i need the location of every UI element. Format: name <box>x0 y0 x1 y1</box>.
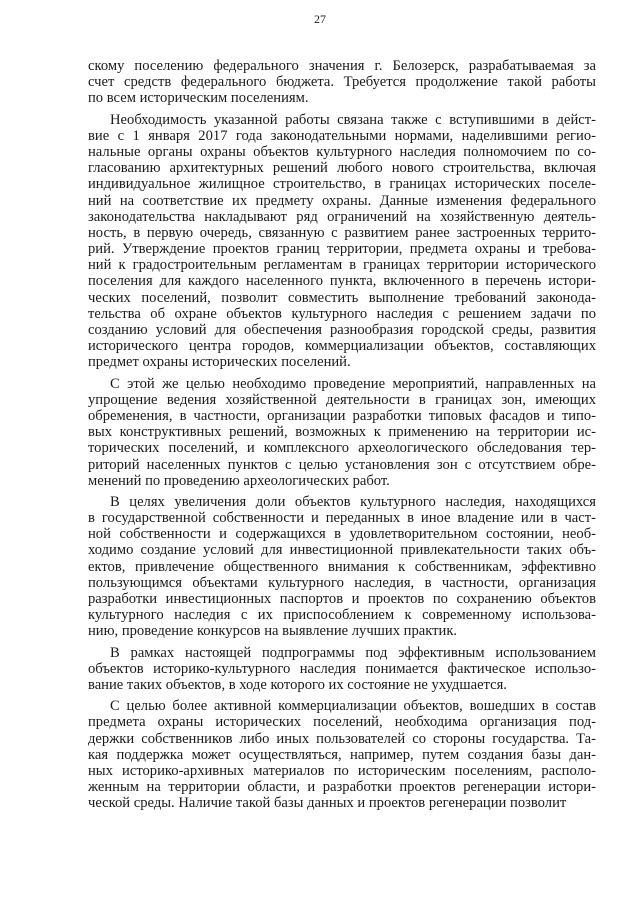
text-line: в государственной собственности и переданных в иное владение или в част- <box>88 510 596 527</box>
text-line: тельства об охране объектов культурного наследия с решением задачи по <box>88 305 596 322</box>
text-line: предмета охраны исторических поселений, необходима организация под- <box>88 714 596 731</box>
text-line: вание таких объектов, в ходе которого их состояние не ухудшается. <box>88 676 507 693</box>
text-line: С этой же целью необходимо проведение мероприятий, направленных на <box>110 375 596 392</box>
text-line: ческой среды. Наличие такой базы данных и проектов регенерации позволит <box>88 795 567 812</box>
text-line: скому поселению федерального значения г. Белозерск, разрабатываемая за <box>88 58 596 74</box>
text-line: законодательства накладывают ряд ограничений на хозяйственную деятель- <box>88 208 596 225</box>
paragraph <box>88 698 596 811</box>
text-line: нию, проведение конкурсов на выявление лучших практик. <box>88 623 458 640</box>
text-line: ний к градостроительным регламентам в границах территории исторического <box>88 257 596 274</box>
text-line: обременения, в частности, организации разработки типовых фасадов и типо- <box>88 407 596 424</box>
text-line: ных историко-архивных материалов по историческим поселениям, располо- <box>88 762 596 779</box>
text-line: ходимо создание условий для инвестиционной привлекательности таких объ- <box>88 542 596 559</box>
paragraph <box>88 112 596 371</box>
paragraph <box>88 58 596 107</box>
text-line: С целью более активной коммерциализации объектов, вошедших в состав <box>110 698 596 715</box>
paragraph <box>88 645 596 694</box>
text-line: менений по проведению археологических работ. <box>88 472 390 489</box>
text-line: ектов, привлечение общественного внимания к собственникам, эффективно <box>88 558 596 575</box>
paragraph <box>88 376 596 489</box>
text-line: рий. Утверждение проектов границ территории, предмета охраны и требова- <box>88 241 596 258</box>
text-line: держки собственников либо иных пользователей со стороны государства. Та- <box>88 730 596 747</box>
text-line: вых конструктивных решений, возможных к применению на территории ис- <box>88 424 596 441</box>
text-line: упрощение ведения хозяйственной деятельности в границах зон, имеющих <box>88 391 596 408</box>
text-line: поселения для каждого населенного пункта, включенного в перечень истори- <box>88 273 596 290</box>
text-line: исторического центра городов, коммерциализации объектов, составляющих <box>88 338 596 355</box>
text-line: В рамках настоящей подпрограммы под эффективным использованием <box>110 644 596 661</box>
text-line: индивидуальное жилищное строительство, в границах исторических поселе- <box>88 176 596 193</box>
document-body <box>88 58 596 816</box>
text-line: ной собственности и содержащихся в удовлетворительном состоянии, необ- <box>88 526 596 543</box>
text-line: гласованию архитектурных решений любого нового строительства, включая <box>88 160 596 177</box>
text-line: разработки инвестиционных паспортов и проектов по сохранению объектов <box>88 591 596 607</box>
text-line: объектов историко-культурного наследия понимается фактическое использо- <box>88 660 596 677</box>
text-line: предмет охраны исторических поселений. <box>88 354 351 371</box>
text-line: нальные органы охраны объектов культурного наследия полномочием по со- <box>88 143 596 160</box>
text-line: кая поддержка может осуществляться, например, путем создания базы дан- <box>88 746 596 763</box>
text-line: ность, в первую очередь, связанную с развитием ранее застроенных террито- <box>88 224 596 241</box>
text-line: ний на соответствие их предмету охраны. Данные изменения федерального <box>88 192 596 209</box>
text-line: пользующимся объектами культурного наследия, в частности, организация <box>88 574 596 591</box>
text-line: ческих поселений, позволит совместить выполнение требований законода- <box>88 289 596 306</box>
paragraph <box>88 494 596 640</box>
text-line: по всем историческим поселениям. <box>88 90 309 107</box>
text-line: Необходимость указанной работы связана также с вступившими в дейст- <box>110 111 596 128</box>
text-line: счет средств федерального бюджета. Требуется продолжение такой работы <box>88 74 596 91</box>
text-line: торических поселений, и комплексного археологического обследования тер- <box>88 440 596 457</box>
text-line: риторий населенных пунктов с целью установления зон с отсутствием обре- <box>88 456 596 473</box>
text-line: В целях увеличения доли объектов культурного наследия, находящихся <box>110 493 596 510</box>
text-line: созданию условий для обеспечения разнообразия городской среды, развития <box>88 322 596 338</box>
page-number: 27 <box>314 12 326 26</box>
text-line: женным на территории области, и разработки проектов регенерации истори- <box>88 779 596 796</box>
text-line: культурного наследия с их приспособлением к современному использова- <box>88 607 596 624</box>
text-line: вие с 1 января 2017 года законодательными нормами, наделившими регио- <box>88 127 596 144</box>
